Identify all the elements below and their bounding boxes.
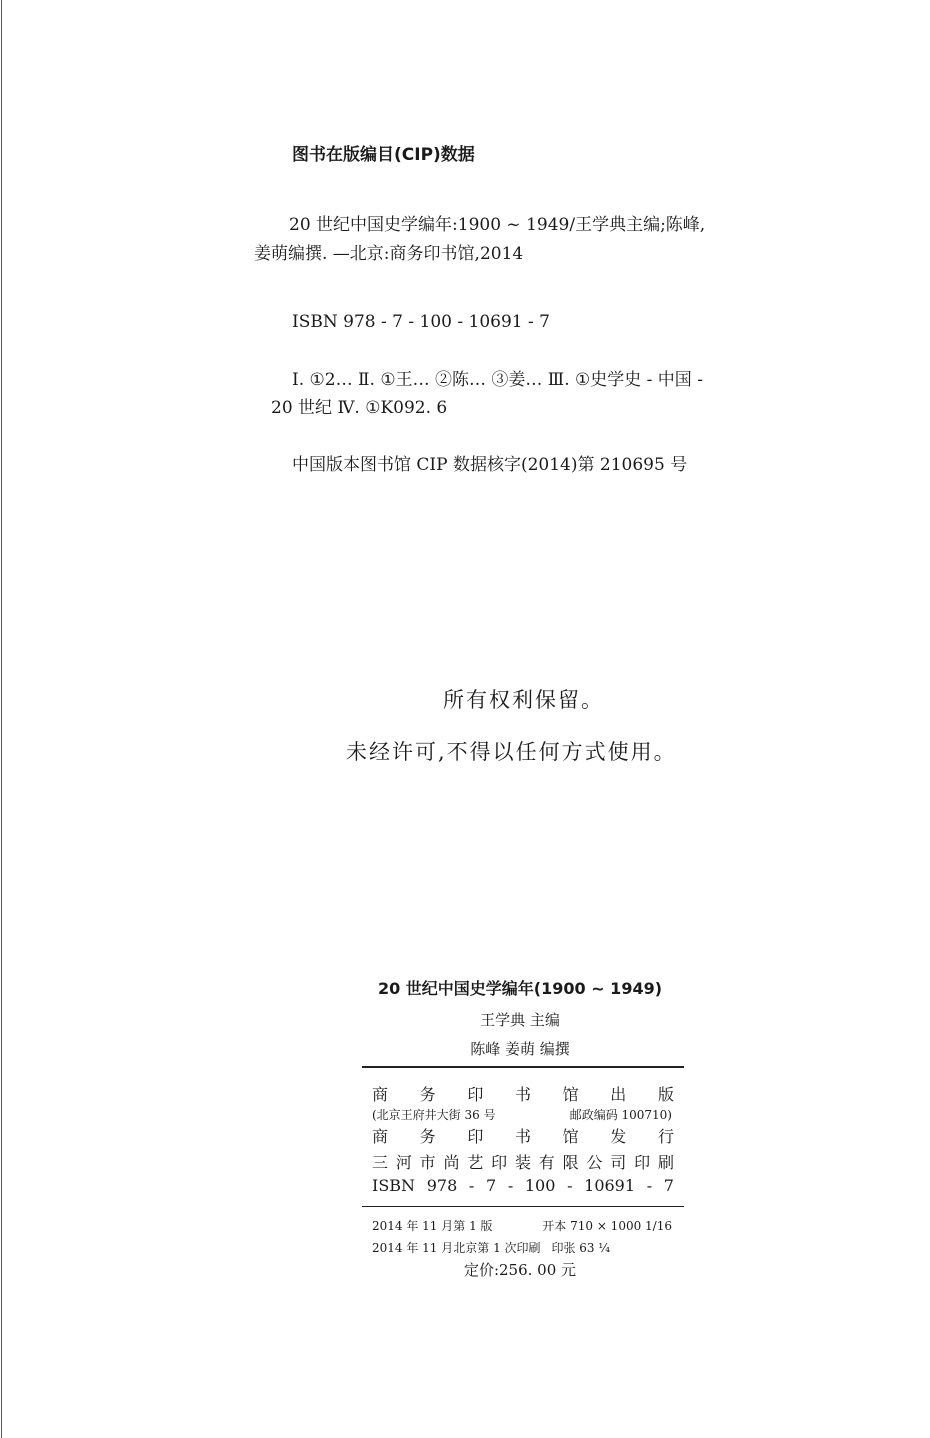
colophon-publisher-row [372,1082,674,1105]
publisher-char: 商 [372,1085,389,1104]
printer-char: 装 [514,1153,531,1172]
printer-char: 司 [610,1153,627,1172]
printer-char: 尚 [443,1153,460,1172]
distributor-char: 印 [467,1127,484,1146]
printing-text: 2014 年 11 月北京第 1 次印刷 [372,1241,541,1255]
publisher-postcode: 邮政编码 100710) [569,1108,672,1122]
rights-line-1: 所有权利保留。 [443,688,604,712]
colophon-price: 定价:256. 00 元 [463,1261,577,1279]
distributor-char: 发 [610,1127,627,1146]
distributor-char: 书 [514,1127,531,1146]
colophon-printing-row [372,1239,610,1256]
isbn-part: - [507,1176,514,1195]
sheets-text: 印张 63 ¼ [551,1241,610,1255]
colophon-isbn-row [372,1176,674,1195]
rights-line-2: 未经许可,不得以任何方式使用。 [346,740,677,764]
page-edge-line [1,0,2,1438]
colophon-title: 20 世纪中国史学编年(1900 ~ 1949) [377,979,663,998]
printer-char: 公 [586,1153,603,1172]
printer-char: 印 [634,1153,651,1172]
colophon-edition-row [372,1217,672,1234]
isbn-part: 10691 [584,1176,636,1195]
isbn-part: 978 [426,1176,458,1195]
publisher-char: 版 [657,1085,674,1104]
isbn-part: 7 [485,1176,497,1195]
colophon-authors: 陈峰 姜萌 编撰 [470,1040,570,1058]
cip-line-1: 20 世纪中国史学编年:1900 ~ 1949/王学典主编;陈峰, [289,215,706,235]
colophon-top-rule [362,1066,684,1068]
cip-line-2: 姜萌编撰. —北京:商务印书馆,2014 [254,244,524,264]
publisher-char: 书 [514,1085,531,1104]
distributor-char: 商 [372,1127,389,1146]
cip-record-number: 中国版本图书馆 CIP 数据核字(2014)第 210695 号 [292,455,688,475]
printer-char: 河 [395,1153,412,1172]
isbn-part: - [468,1176,475,1195]
isbn-part: - [567,1176,573,1195]
publisher-char: 馆 [562,1085,579,1104]
isbn-part: - [646,1176,653,1195]
colophon-address-row [372,1106,672,1123]
publisher-char: 出 [610,1085,627,1104]
publisher-char: 务 [419,1085,436,1104]
colophon-bottom-rule [362,1206,684,1207]
colophon-distributor-row [372,1124,674,1147]
printer-char: 三 [372,1153,389,1172]
isbn-part: ISBN [372,1176,416,1195]
publisher-address: (北京王府井大街 36 号 [372,1108,496,1122]
colophon-editor: 王学典 主编 [480,1011,560,1029]
isbn-part: 100 [524,1176,556,1195]
colophon-printer-row [372,1150,674,1173]
distributor-char: 馆 [562,1127,579,1146]
cip-classification-line-1: Ⅰ. ①2… Ⅱ. ①王… ②陈… ③姜… Ⅲ. ①史学史 - 中国 - [292,370,703,390]
cip-isbn: ISBN 978 - 7 - 100 - 10691 - 7 [292,312,550,332]
printer-char: 印 [491,1153,508,1172]
publisher-char: 印 [467,1085,484,1104]
distributor-char: 行 [657,1127,674,1146]
isbn-part: 7 [663,1176,674,1195]
printer-char: 限 [562,1153,579,1172]
edition-text: 2014 年 11 月第 1 版 [372,1219,493,1233]
printer-char: 有 [538,1153,555,1172]
printer-char: 市 [419,1153,436,1172]
format-text: 开本 710 × 1000 1/16 [542,1219,672,1233]
printer-char: 刷 [657,1153,674,1172]
cip-classification-line-2: 20 世纪 Ⅳ. ①K092. 6 [271,398,448,418]
cip-heading: 图书在版编目(CIP)数据 [292,145,475,165]
distributor-char: 务 [419,1127,436,1146]
printer-char: 艺 [467,1153,484,1172]
